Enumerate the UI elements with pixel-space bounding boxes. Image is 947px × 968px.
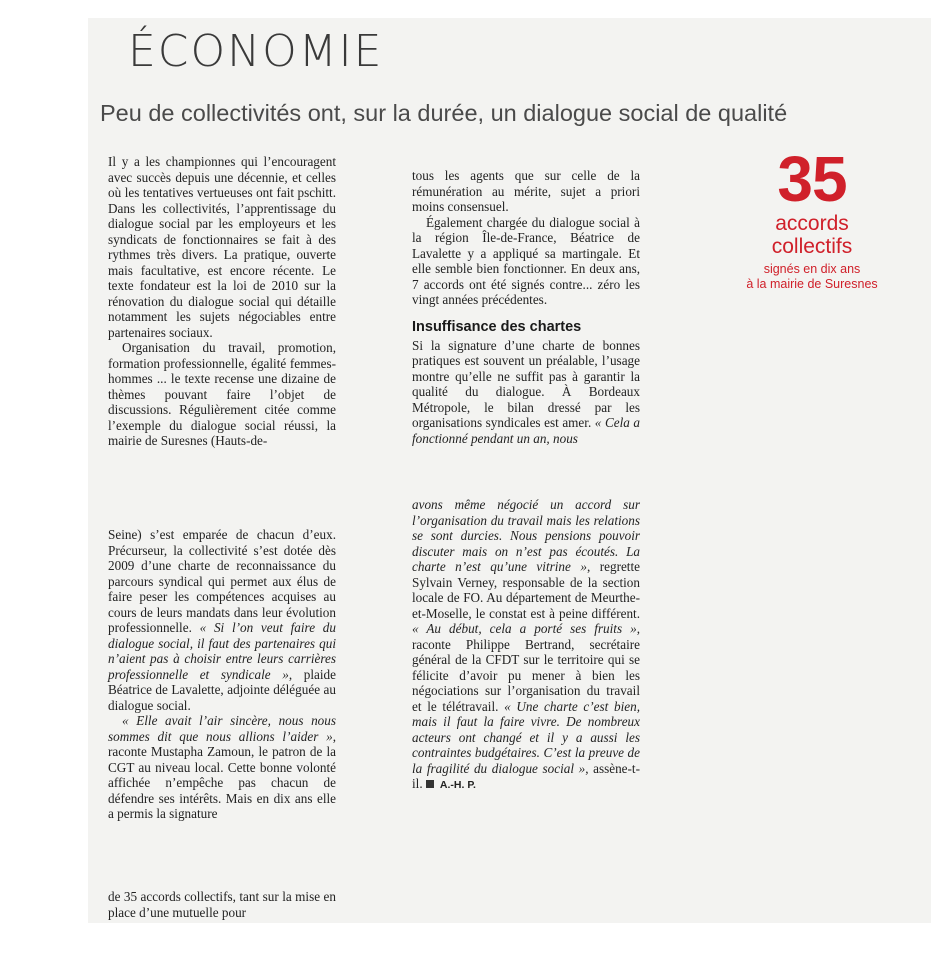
key-figure-caption-1: signés en dix ans: [763, 262, 861, 276]
quote: « Une charte c’est bien, mais il faut la faire vivre. De nombreux acteurs ont changé et il y a aussi les contraintes budgétaires. C’est la preuve de la fragilité du dialogue social »: [412, 698, 640, 776]
article-headline: Peu de collectivités ont, sur la durée, un dialogue social de qualité: [100, 100, 788, 126]
key-figure-caption-2: à la mairie de Suresnes: [746, 277, 878, 291]
paragraph: Organisation du travail, promotion, formation professionnelle, égalité femmes-hommes ... le texte recense une dizaine de thèmes pouvant faire l’objet de discussions. Régulièrement citée comme l’exemple du dialogue social réussi, la mairie de Suresnes (Hauts-de-: [108, 340, 336, 448]
key-figure-label-1: accords: [775, 212, 849, 235]
article-column-4: [412, 497, 640, 794]
paragraph: « Elle avait l’air sincère, nous nous sommes dit que nous allions l’aider », raconte Mustapha Zamoun, le patron de la CGT au niveau local. Cette bonne volonté affichée n’empêche pas chacun de défendre ses intérêts. Mais en dix ans elle a permis la signature: [108, 713, 336, 821]
paragraph: tous les agents que sur celle de la rémunération au mérite, sujet a priori moins consensuel.: [412, 168, 640, 214]
article-column-2-continued: [108, 889, 336, 920]
quote: « Elle avait l’air sincère, nous nous sommes dit que nous allions l’aider »: [108, 713, 336, 744]
key-figure-number: 35: [777, 143, 847, 215]
paragraph: Également chargée du dialogue social à la région Île-de-France, Béatrice de Lavalette y a appliqué sa martingale. Et elle semble bien fonctionner. En deux ans, 7 accords ont été signés contre... zéro les vingt années précédentes.: [412, 214, 640, 307]
paragraph: avons même négocié un accord sur l’organisation du travail mais les relations se sont durcies. Nous pensions pouvoir discuter mais on n’est pas écoutés. La charte n’est qu’une vitrine », regrette Sylvain Verney, responsable de la section locale de FO. Au département de Meurthe-et-Moselle, le constat est à peine différent. « Au début, cela a porté ses fruits », raconte Philippe Bertrand, secrétaire général de la CFDT sur le territoire qui se félicite d’avoir pu mener à bien les négociations sur l’organisation du travail et le télétravail. « Une charte c’est bien, mais il faut la faire vivre. De nombreux acteurs ont changé et il y a aussi les contraintes budgétaires. C’est la preuve de la fragilité du dialogue social », assène-t-il. A.-H. P.: [412, 497, 640, 791]
paragraph: Il y a les championnes qui l’encouragent avec succès depuis une décennie, et celles où les tentatives vertueuses ont fait pschitt. Dans les collectivités, l’apprentissage du dialogue social par les employeurs et les syndicats de fonctionnaires se fait à des rythmes très divers. La pratique, ouverte mais facultative, est encore récente. Le texte fondateur est la loi de 2010 sur la rénovation du dialogue social qui détaille notamment les sujets négociables entre partenaires sociaux.: [108, 154, 336, 340]
article-column-2: [108, 527, 336, 822]
paragraph: de 35 accords collectifs, tant sur la mise en place d’une mutuelle pour: [108, 889, 336, 920]
author-signature: A.-H. P.: [439, 779, 476, 791]
article-column-3: [412, 168, 640, 446]
subheading: Insuffisance des chartes: [412, 318, 582, 335]
key-figure-label-2: collectifs: [771, 235, 853, 258]
end-of-article-square-icon: [426, 780, 434, 788]
quote: « Au début, cela a porté ses fruits »: [412, 621, 637, 636]
key-figure-box: [716, 143, 908, 292]
quote: avons même négocié un accord sur l’organisation du travail mais les relations se sont durcies. Nous pensions pouvoir discuter mais on n’est pas écoutés. La charte n’est qu’une vitrine »: [412, 497, 640, 574]
paragraph: Si la signature d’une charte de bonnes pratiques est souvent un préalable, l’usage montre qu’elle ne suffit pas à garantir la qualité du dialogue. À Bordeaux Métropole, le bilan dressé par les organisations syndicales est amer. « Cela a fonctionné pendant un an, nous: [412, 337, 640, 446]
quote: « Cela a fonctionné pendant un an, nous: [412, 415, 640, 446]
section-title: ÉCONOMIE: [128, 26, 384, 77]
quote: « Si l’on veut faire du dialogue social, il faut des partenaires qui n’aient pas à choisir entre leurs carrières professionnelle et syndicale »: [108, 620, 336, 682]
article-column-1: [108, 154, 336, 449]
paragraph: Seine) s’est emparée de chacun d’eux. Précurseur, la collectivité s’est dotée dès 2009 d’une charte de reconnaissance du parcours syndical qui permet aux élus de faire peser les compétences acquises au cours de leurs mandats dans leur évolution professionnelle. « Si l’on veut faire du dialogue social, il faut des partenaires qui n’aient pas à choisir entre leurs carrières professionnelle et syndicale », plaide Béatrice de Lavalette, adjointe déléguée au dialogue social.: [108, 527, 336, 713]
